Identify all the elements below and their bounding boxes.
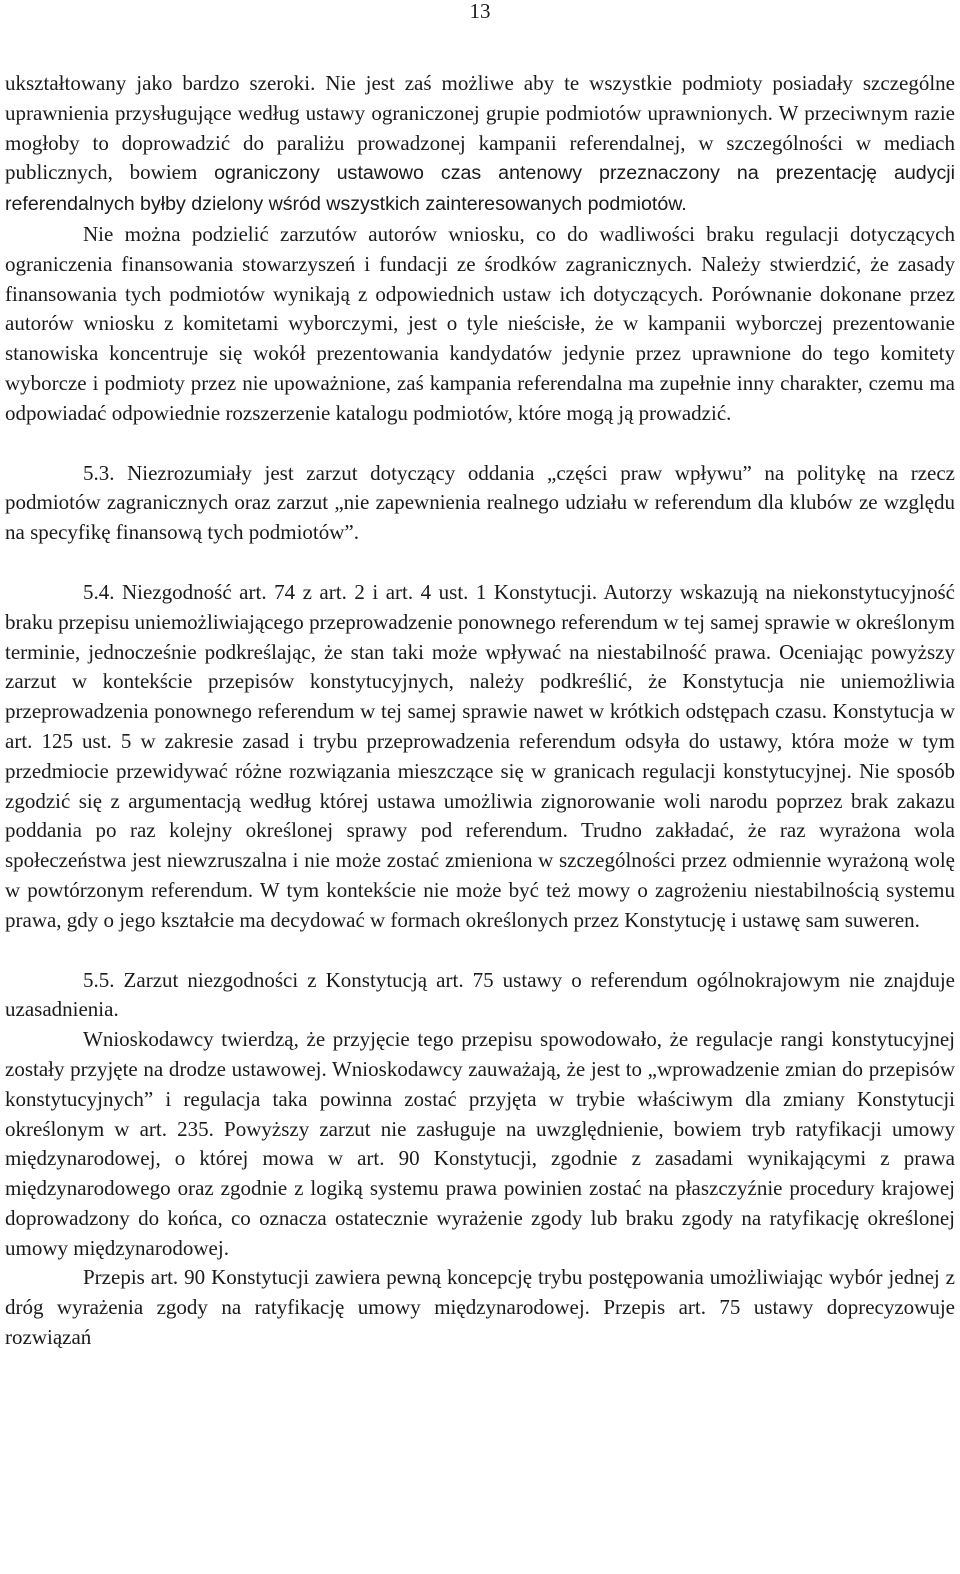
paragraph-podmioty-uprawnione (5, 69, 955, 220)
paragraph-section-5-5: 5.5. Zarzut niezgodności z Konstytucją art. 75 ustawy o referendum ogólnokrajowym nie znajduje uzasadnienia. (5, 967, 955, 1022)
paragraph-text: ukształtowany jako bardzo szeroki. Nie jest zaś możliwe aby te wszystkie podmioty posiadały szczególne uprawnienia przysługujące według ustawy ograniczonej grupie podmiotów uprawnionych. W przeciwnym razie mogłoby to doprowadzić do paraliżu prowadzonej kampanii referendalnej, w szczególności w mediach publicznych, bowiem (5, 71, 955, 185)
document-body (5, 69, 955, 1353)
page-number: 13 (469, 0, 491, 23)
paragraph-art-90: Przepis art. 90 Konstytucji zawiera pewną koncepcję trybu postępowania umożliwiając wybór jednej z dróg wyrażenia zgody na ratyfikację umowy międzynarodowej. Przepis art. 75 ustawy doprecyzowuje rozwiązań (5, 1265, 955, 1350)
paragraph-finansowanie: Nie można podzielić zarzutów autorów wniosku, co do wadliwości braku regulacji dotyczących ograniczenia finansowania stowarzyszeń i fundacji ze środków zagranicznych. Należy stwierdzić, że zasady finansowania tych podmiotów wynikają z odpowiednich ustaw ich dotyczących. Porównanie dokonane przez autorów wniosku z komitetami wyborczymi, jest o tyle nieścisłe, że w kampanii wyborczej prezentowanie stanowiska koncentruje się wokół prezentowania kandydatów jedynie przez uprawnione do tego komitety wyborcze i podmioty przez nie upoważnione, zaś kampania referendalna ma zupełnie inny charakter, czemu ma odpowiadać odpowiednie rozszerzenie katalogu podmiotów, które mogą ją prowadzić. (5, 221, 955, 425)
paragraph-wnioskodawcy: Wnioskodawcy twierdzą, że przyjęcie tego przepisu spowodowało, że regulacje rangi konstytucyjnej zostały przyjęte na drodze ustawowej. Wnioskodawcy zauważają, że jest to „wprowadzenie zmian do przepisów konstytucyjnych” i regulacja taka powinna zostać przyjęta w trybie właściwym dla zmiany Konstytucji określonym w art. 235. Powyższy zarzut nie zasługuje na uwzględnienie, bowiem tryb ratyfikacji umowy międzynarodowej, o której mowa w art. 90 Konstytucji, zgodnie z zasadami wynikającymi z prawa międzynarodowego oraz zgodnie z logiką systemu prawa powinien zostać na płaszczyźnie procedury krajowej doprowadzony do końca, co oznacza ostatecznie wyrażenie zgody lub braku zgody na ratyfikację określonej umowy międzynarodowej. (5, 1027, 955, 1260)
paragraph-text-sans: ograniczony ustawowo czas antenowy przeznaczony na prezentację audycji referendalnych byłby dzielony wśród wszystkich zainteresowanych podmiotów. (5, 162, 955, 216)
paragraph-section-5-4: 5.4. Niezgodność art. 74 z art. 2 i art. 4 ust. 1 Konstytucji. Autorzy wskazują na niekonstytucyjność braku przepisu uniemożliwiającego przeprowadzenie ponownego referendum w tej samej sprawie w określonym terminie, jednocześnie podkreślając, że stan taki może wpływać na niestabilność prawa. Oceniając powyższy zarzut w kontekście przepisów konstytucyjnych, należy podkreślić, że Konstytucja nie uniemożliwia przeprowadzenia ponownego referendum w tej samej sprawie nawet w krótkich odstępach czasu. Konstytucja w art. 125 ust. 5 w zakresie zasad i trybu przeprowadzenia referendum odsyła do ustawy, która może w tym przedmiocie przewidywać różne rozwiązania mieszczące się w granicach regulacji konstytucyjnej. Nie sposób zgodzić się z argumentacją według której ustawa umożliwia zignorowanie woli narodu poprzez brak zakazu poddania po raz kolejny określonej sprawy pod referendum. Trudno zakładać, że raz wyrażona wola społeczeństwa jest niewzruszalna i nie może zostać zmieniona w szczególności przez odmiennie wyrażoną wolę w powtórzonym referendum. W tym kontekście nie może być też mowy o zagrożeniu niestabilnością systemu prawa, gdy o jego kształcie ma decydować w formach określonych przez Konstytucję i ustawę sam suweren. (5, 579, 955, 932)
paragraph-section-5-3: 5.3. Niezrozumiały jest zarzut dotyczący oddania „części praw wpływu” na politykę na rzecz podmiotów zagranicznych oraz zarzut „nie zapewnienia realnego udziału w referendum dla klubów ze względu na specyfikę finansową tych podmiotów”. (5, 460, 955, 545)
